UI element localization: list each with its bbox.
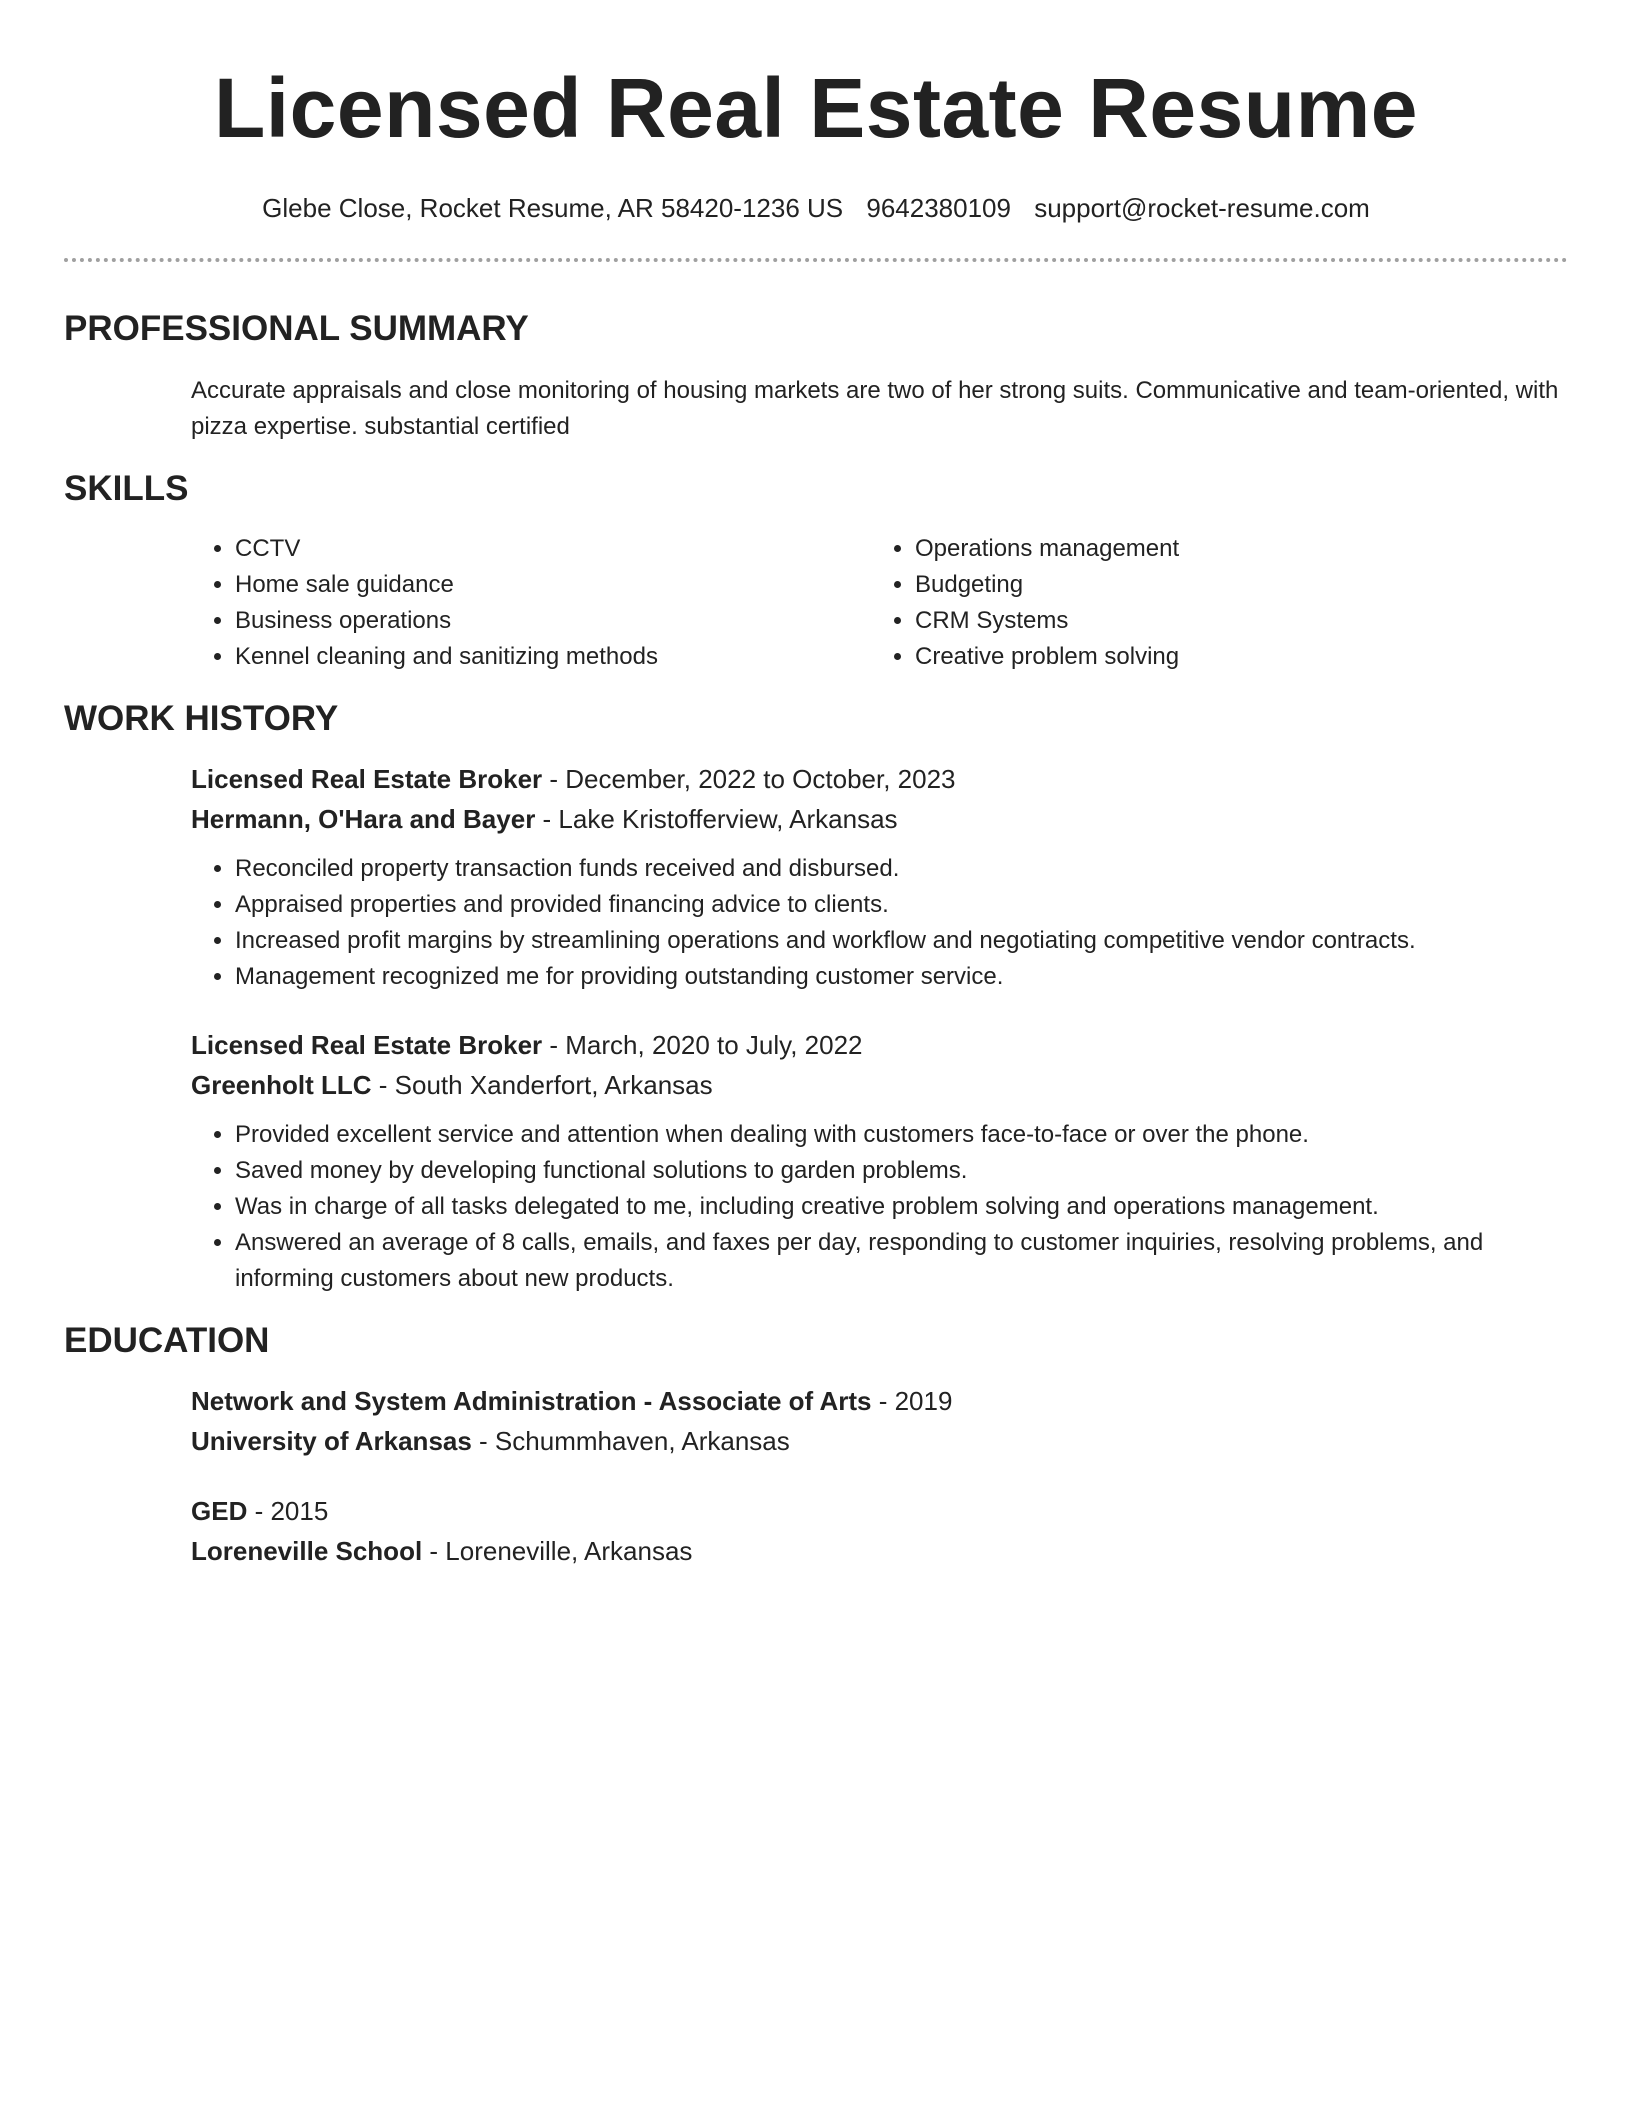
education-school-line [191, 1531, 1568, 1571]
education-entry [191, 1381, 1568, 1461]
job-bullet: • Appraised properties and provided financing advice to clients. [235, 887, 1568, 923]
education-degree: GED [191, 1496, 248, 1526]
job-company-line [191, 1065, 1568, 1105]
education-school: Loreneville School [191, 1536, 423, 1566]
job-company: Hermann, O'Hara and Bayer [191, 804, 536, 834]
skill-item: • Business operations [235, 603, 871, 639]
job-role: Licensed Real Estate Broker [191, 1030, 543, 1060]
skill-item: • CCTV [235, 531, 871, 567]
skill-item: • Kennel cleaning and sanitizing methods [235, 639, 871, 675]
contact-line [64, 192, 1568, 224]
job-location: - Lake Kristofferview, Arkansas [535, 804, 898, 834]
job-bullet: • Saved money by developing functional solutions to garden problems. [235, 1153, 1568, 1189]
job-dates: - December, 2022 to October, 2023 [542, 764, 956, 794]
job-role-line [191, 759, 1568, 799]
job-entry [191, 759, 1568, 995]
job-role: Licensed Real Estate Broker [191, 764, 543, 794]
job-bullet: • Answered an average of 8 calls, emails, and faxes per day, responding to customer inquiries, resolving problems, and informing customers about new products. [235, 1225, 1568, 1297]
job-role-line [191, 1025, 1568, 1065]
job-entry [191, 1025, 1568, 1297]
section-title-education: EDUCATION [64, 1321, 270, 1360]
job-company-line [191, 799, 1568, 839]
skill-item: • Budgeting [915, 567, 1551, 603]
education-year: - 2019 [871, 1386, 953, 1416]
skills-column-right [871, 531, 1551, 675]
job-bullet: • Was in charge of all tasks delegated to me, including creative problem solving and operations management. [235, 1189, 1568, 1225]
education-location: - Loreneville, Arkansas [422, 1536, 693, 1566]
job-location: - South Xanderfort, Arkansas [371, 1070, 713, 1100]
skill-item: • Home sale guidance [235, 567, 871, 603]
education-degree-line [191, 1381, 1568, 1421]
education-entry [191, 1491, 1568, 1571]
job-bullet: • Provided excellent service and attention when dealing with customers face-to-face or over the phone. [235, 1117, 1568, 1153]
job-company: Greenholt LLC [191, 1070, 372, 1100]
summary-text: Accurate appraisals and close monitoring of housing markets are two of her strong suits. Communicative and team-oriented, with pizza expertise. substantial certified [191, 377, 1559, 440]
contact-address: Glebe Close, Rocket Resume, AR 58420-1236 US [262, 193, 844, 223]
resume-title: Licensed Real Estate Resume [213, 61, 1419, 155]
education-school: University of Arkansas [191, 1426, 472, 1456]
section-title-skills: SKILLS [64, 469, 189, 508]
education-location: - Schummhaven, Arkansas [471, 1426, 790, 1456]
education-school-line [191, 1421, 1568, 1461]
skills-list [191, 531, 1568, 675]
header-divider [64, 258, 1568, 262]
education-degree: Network and System Administration - Associate of Arts [191, 1386, 872, 1416]
contact-email: support@rocket-resume.com [1034, 193, 1370, 223]
job-dates: - March, 2020 to July, 2022 [542, 1030, 863, 1060]
skill-item: • Creative problem solving [915, 639, 1551, 675]
section-title-work: WORK HISTORY [64, 699, 339, 738]
skills-column-left [191, 531, 871, 675]
job-bullet: • Increased profit margins by streamlining operations and workflow and negotiating competitive vendor contracts. [235, 923, 1568, 959]
job-bullets [64, 1117, 1568, 1297]
contact-phone: 9642380109 [866, 193, 1011, 223]
section-title-summary: PROFESSIONAL SUMMARY [64, 309, 529, 348]
job-bullets [64, 851, 1568, 995]
education-degree-line [191, 1491, 1568, 1531]
job-bullet: • Reconciled property transaction funds received and disbursed. [235, 851, 1568, 887]
skill-item: • Operations management [915, 531, 1551, 567]
job-bullet: • Management recognized me for providing outstanding customer service. [235, 959, 1568, 995]
education-year: - 2015 [247, 1496, 329, 1526]
skill-item: • CRM Systems [915, 603, 1551, 639]
